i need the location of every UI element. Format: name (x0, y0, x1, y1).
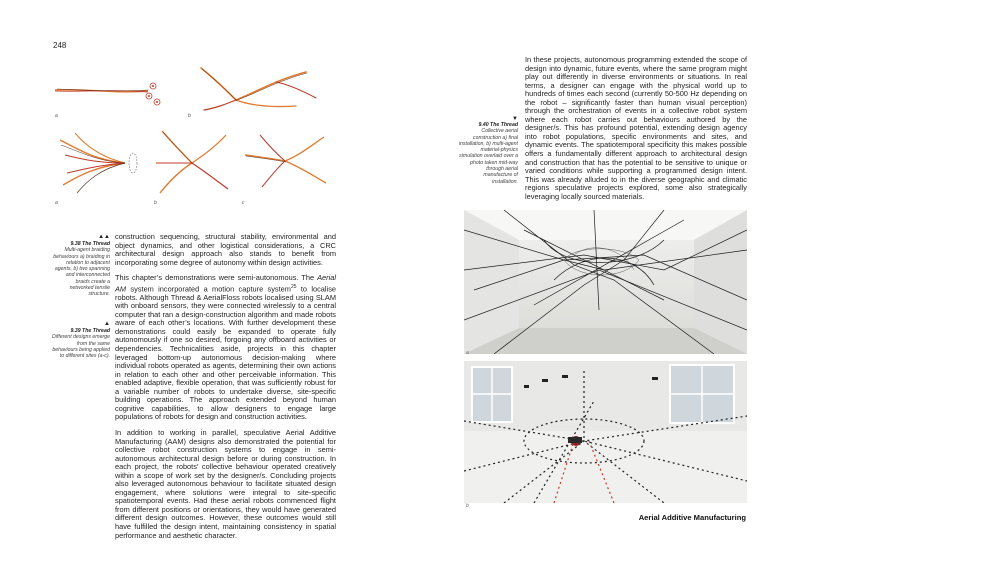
figure-label: a (55, 200, 58, 206)
page-number: 248 (53, 41, 67, 50)
paragraph: construction sequencing, structural stability, environmental and object dynamics, and other logistical considerations, a CRC architectural design approach also stands to benefit from incorporating some degree of autonomy within design activities. (115, 232, 336, 267)
figure-label: b (154, 200, 157, 206)
photo-label: b (466, 503, 469, 509)
paragraph: This chapter’s demonstrations were semi-autonomous. The Aerial AM system incorporated a motion capture system$^{25}$ to localise robots. Although Thread & AerialFloss robots localised using SLAM with onboard sensors, they were connected wirelessly to a central computer that ran a design-construction algorithm and made robots aware of each other’s locations. With further development these demonstrations could easily be expanded to operate fully autonomously if one so desired, forgoing any offboard activities or dependencies. Technicalities aside, projects in this chapter leveraged bottom-up autonomous decision-making where individual robots operated as agents, determining their own actions in relation to each other and other perceivable information. This enabled adaptive, flexible operation, that was sufficiently robust for a variable number of robots to undertake diverse, site-specific building operations. The approach extended beyond human cognitive capabilities, to allow designers to engage large populations of robots for design and construction activities. (115, 273, 336, 422)
paragraph: In addition to working in parallel, speculative Aerial Additive Manufacturing (AAM) designs also demonstrated the potential for collective robot construction systems to engage in semi-autonomous architectural design before or during construction. In each project, the robots’ collective behaviour operated creatively within a scope of work set by the designer/s. Concluding projects also leveraged autonomous behaviour to facilitate situated design engagement, where solutions were integral to site-specific spatiotemporal events. Had these aerial robots commenced flight from different positions or orientations, they would have generated different design outcomes. However, these outcomes would still have fulfilled the design intent, maintaining consistency in spatial performance and aesthetic character. (115, 427, 336, 540)
braid-line-diagram (53, 70, 173, 110)
right-body-column (525, 56, 747, 208)
braid-bundle-diagram-c (240, 125, 330, 197)
braid-bundle-diagram-a (55, 125, 143, 197)
caption-9-40 (458, 122, 518, 185)
figure-9-38a (53, 70, 173, 110)
figure-9-39b (152, 123, 232, 199)
caption-text: Different designs emerge from the same behaviours being applied to different sites (a-c). (52, 334, 110, 360)
caption-9-39 (52, 328, 110, 359)
caption-9-38 (52, 241, 110, 298)
photo-simulation-overlay (464, 361, 747, 503)
photo-final-installation (464, 210, 747, 354)
figure-9-39c (240, 125, 330, 197)
caption-arrows-9-39: ▲ (104, 321, 110, 327)
left-body-column (115, 233, 336, 547)
figure-9-38b (186, 60, 326, 115)
photo-label: a (466, 350, 469, 356)
installation-photo (464, 210, 747, 354)
caption-text: Multi-agent braiding behaviours a) braiding in relation to adjacent agents, b) two spanning and interconnected braids create a networked tensile structure. (53, 247, 110, 298)
figure-label: a (55, 113, 58, 119)
caption-title: 9.39 The Thread (70, 328, 110, 334)
caption-text: Collective aerial construction a) final installation, b) multi-agent material-physics simulation overlaid over a photo taken mid-way through aerial manufacture of installation. (458, 128, 518, 185)
caption-arrows-9-38: ▲▲ (98, 234, 110, 240)
caption-title: 9.38 The Thread (70, 241, 110, 247)
figure-label: c (242, 200, 245, 206)
figure-9-39a (55, 125, 143, 197)
branching-braid-diagram (186, 60, 326, 115)
paragraph: In these projects, autonomous programming extended the scope of design into dynamic, future events, where the same program might play out differently in diverse environments or situations. In real terms, a designer can engage with the physical world up to hundreds of times each second (currently 50-500 Hz depending on the robot – significantly faster than human visual perception) through the orchestration of events in a collective robot system where each robot carries out behaviours authored by the designer/s. This has profound potential, extending design agency into robot populations, specific environments and sites, and dynamic events. The spatiotemporal specificity this makes possible offers a fundamentally different approach to architectural design and construction that has the potential to be sensitive to unique or varied conditions while supporting a programmed design intent. This was already alluded to in the diverse geographic and climatic regions speculative projects explored, some also strategically leveraging locally sourced materials. (525, 55, 747, 201)
braid-bundle-diagram-b (152, 123, 232, 199)
figure-label: b (188, 113, 191, 119)
caption-arrows-9-40: ▼ (512, 116, 518, 122)
simulation-overlay-photo (464, 361, 747, 503)
running-footer-title: Aerial Additive Manufacturing (638, 513, 746, 522)
caption-title: 9.40 The Thread (478, 122, 518, 128)
